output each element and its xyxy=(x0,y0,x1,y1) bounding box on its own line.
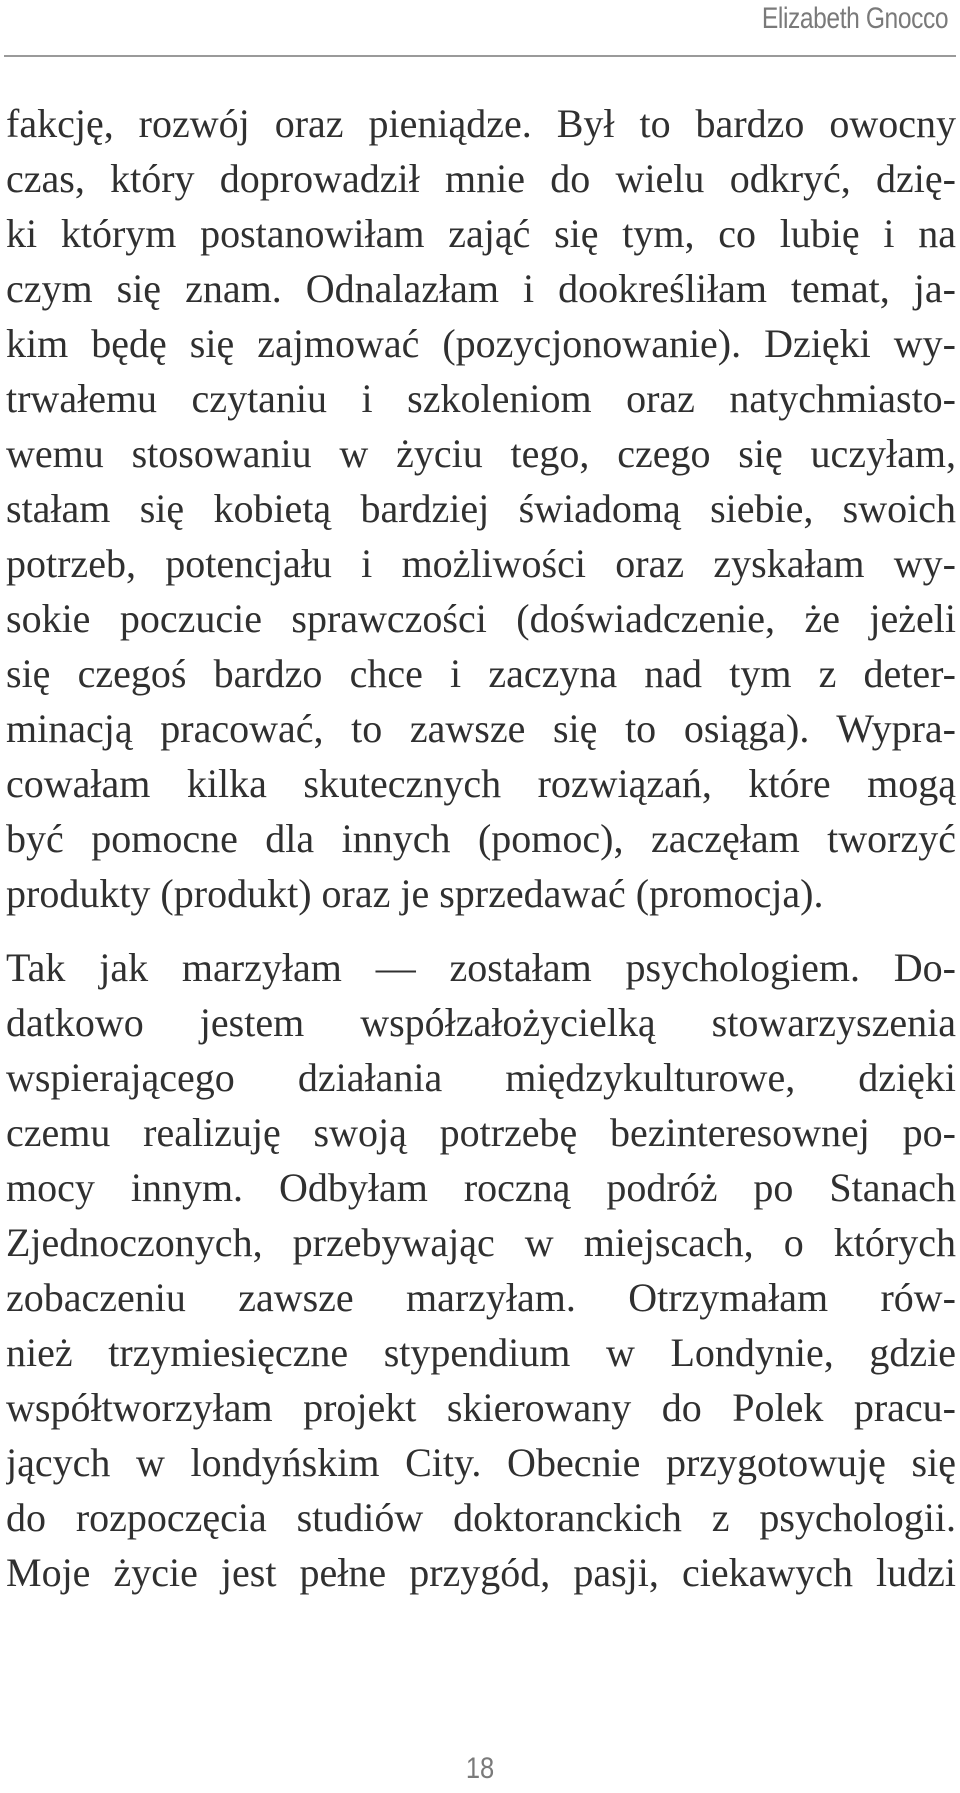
text-line: nież trzymiesięczne stypendium w Londynie, gdzie xyxy=(6,1330,956,1375)
text-line: wspierającego działania międzykulturowe, dzięki xyxy=(6,1055,956,1100)
text-line: wemu stosowaniu w życiu tego, czego się uczyłam, xyxy=(6,431,956,476)
text-line: czas, który doprowadził mnie do wielu odkryć, dzię- xyxy=(6,156,956,201)
paragraph-1 xyxy=(6,96,956,921)
header-divider xyxy=(4,55,956,57)
page-number: 18 xyxy=(465,1752,495,1785)
text-line: minacją pracować, to zawsze się to osiąga). Wypra- xyxy=(6,706,956,751)
text-line: czemu realizuję swoją potrzebę bezinteresownej po- xyxy=(6,1110,956,1155)
running-head-author: Elizabeth Gnocco xyxy=(761,2,948,35)
text-line: fakcję, rozwój oraz pieniądze. Był to bardzo owocny xyxy=(6,101,956,146)
text-line: stałam się kobietą bardziej świadomą siebie, swoich xyxy=(6,486,956,531)
text-line: Tak jak marzyłam — zostałam psychologiem. Do- xyxy=(6,945,956,990)
paragraph-gap xyxy=(6,921,956,940)
text-line: być pomocne dla innych (pomoc), zaczęłam tworzyć xyxy=(6,816,956,861)
paragraph-2 xyxy=(6,940,956,1600)
text-line: Moje życie jest pełne przygód, pasji, ciekawych ludzi xyxy=(6,1550,956,1595)
text-line: kim będę się zajmować (pozycjonowanie). Dzięki wy- xyxy=(6,321,956,366)
text-line: zobaczeniu zawsze marzyłam. Otrzymałam rów- xyxy=(6,1275,956,1320)
text-line: Zjednoczonych, przebywając w miejscach, o których xyxy=(6,1220,956,1265)
text-line: jących w londyńskim City. Obecnie przygotowuję się xyxy=(6,1440,956,1485)
text-line: mocy innym. Odbyłam roczną podróż po Stanach xyxy=(6,1165,956,1210)
text-line: czym się znam. Odnalazłam i dookreśliłam temat, ja- xyxy=(6,266,956,311)
text-line: cowałam kilka skutecznych rozwiązań, które mogą xyxy=(6,761,956,806)
text-line: potrzeb, potencjału i możliwości oraz zyskałam wy- xyxy=(6,541,956,586)
text-line: sokie poczucie sprawczości (doświadczenie, że jeżeli xyxy=(6,596,956,641)
text-line: produkty (produkt) oraz je sprzedawać (promocja). xyxy=(6,871,824,916)
text-line: datkowo jestem współzałożycielką stowarzyszenia xyxy=(6,1000,956,1045)
text-line: ki którym postanowiłam zająć się tym, co lubię i na xyxy=(6,211,956,256)
text-line: się czegoś bardzo chce i zaczyna nad tym z deter- xyxy=(6,651,956,696)
text-line: trwałemu czytaniu i szkoleniom oraz natychmiasto- xyxy=(6,376,956,421)
text-line: współtworzyłam projekt skierowany do Polek pracu- xyxy=(6,1385,956,1430)
body-text xyxy=(6,96,956,1600)
text-line: do rozpoczęcia studiów doktoranckich z psychologii. xyxy=(6,1495,956,1540)
